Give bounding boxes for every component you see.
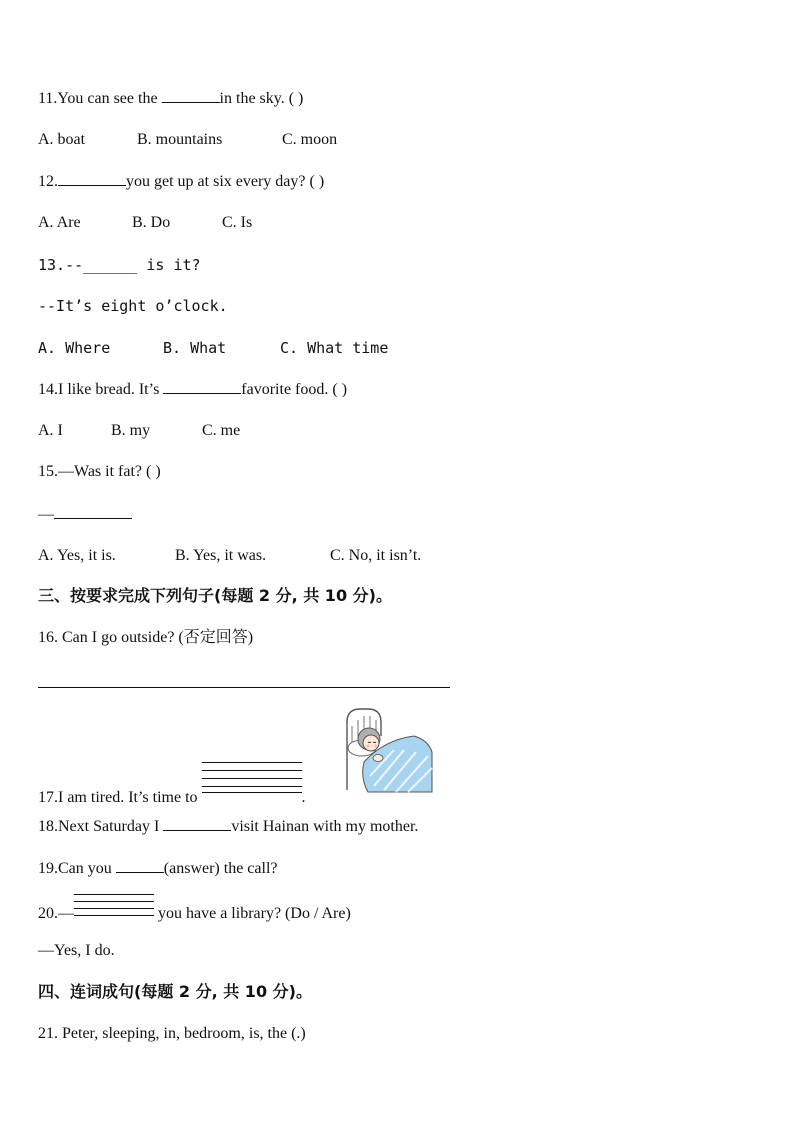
question-17: 17.I am tired. It’s time to . (38, 778, 306, 808)
answer-blank[interactable] (163, 816, 231, 831)
question-21: 21. Peter, sleeping, in, bedroom, is, the (.) (38, 1025, 306, 1042)
question-14: 14.I like bread. It’s favorite food. ( ) (38, 381, 348, 398)
section-4-heading: 四、连词成句(每题 2 分, 共 10 分)。 (38, 982, 312, 1001)
option-a[interactable]: A. Where (38, 339, 111, 357)
options-11 (38, 130, 337, 150)
question-15-reply: — (38, 504, 132, 525)
answer-blank[interactable] (162, 88, 220, 103)
question-18: 18.Next Saturday I visit Hainan with my mother. (38, 818, 419, 835)
answer-blank[interactable] (54, 504, 132, 519)
sleeping-girl-illustration (344, 706, 434, 794)
option-a[interactable]: A. Are (38, 214, 81, 231)
option-a[interactable]: A. boat (38, 131, 86, 148)
question-20-reply: —Yes, I do. (38, 942, 115, 959)
answer-line[interactable] (38, 687, 450, 688)
question-13-reply: --It’s eight o’clock. (38, 297, 228, 315)
option-b[interactable]: B. What (163, 339, 227, 357)
option-b[interactable]: B. mountains (137, 131, 223, 148)
option-a[interactable]: A. I (38, 422, 63, 439)
answer-lines[interactable] (202, 778, 302, 808)
option-b[interactable]: B. Yes, it was. (175, 547, 267, 564)
option-a[interactable]: A. Yes, it is. (38, 547, 116, 564)
question-13: 13.--______ is it? (38, 256, 201, 274)
options-12 (38, 213, 252, 233)
question-11: 11.You can see the in the sky. ( ) (38, 90, 304, 107)
answer-blank[interactable] (163, 379, 241, 394)
option-c[interactable]: C. me (202, 422, 241, 439)
question-12: 12. you get up at six every day? ( ) (38, 173, 325, 190)
option-c[interactable]: C. moon (282, 131, 338, 148)
option-c[interactable]: C. What time (280, 339, 389, 357)
answer-blank[interactable] (116, 858, 164, 873)
option-b[interactable]: B. Do (132, 214, 171, 231)
options-14 (38, 421, 240, 441)
section-3-heading: 三、按要求完成下列句子(每题 2 分, 共 10 分)。 (38, 586, 392, 605)
question-15: 15.—Was it fat? ( ) (38, 463, 161, 480)
answer-lines[interactable] (74, 904, 154, 924)
options-13 (38, 338, 388, 358)
option-c[interactable]: C. No, it isn’t. (330, 547, 422, 564)
option-c[interactable]: C. Is (222, 214, 253, 231)
question-19: 19.Can you (answer) the call? (38, 860, 278, 877)
question-20: 20.— you have a library? (Do / Are) (38, 904, 351, 924)
options-15 (38, 546, 421, 566)
option-b[interactable]: B. my (111, 422, 151, 439)
question-16: 16. Can I go outside? (否定回答) (38, 629, 254, 646)
answer-blank[interactable] (58, 171, 126, 186)
